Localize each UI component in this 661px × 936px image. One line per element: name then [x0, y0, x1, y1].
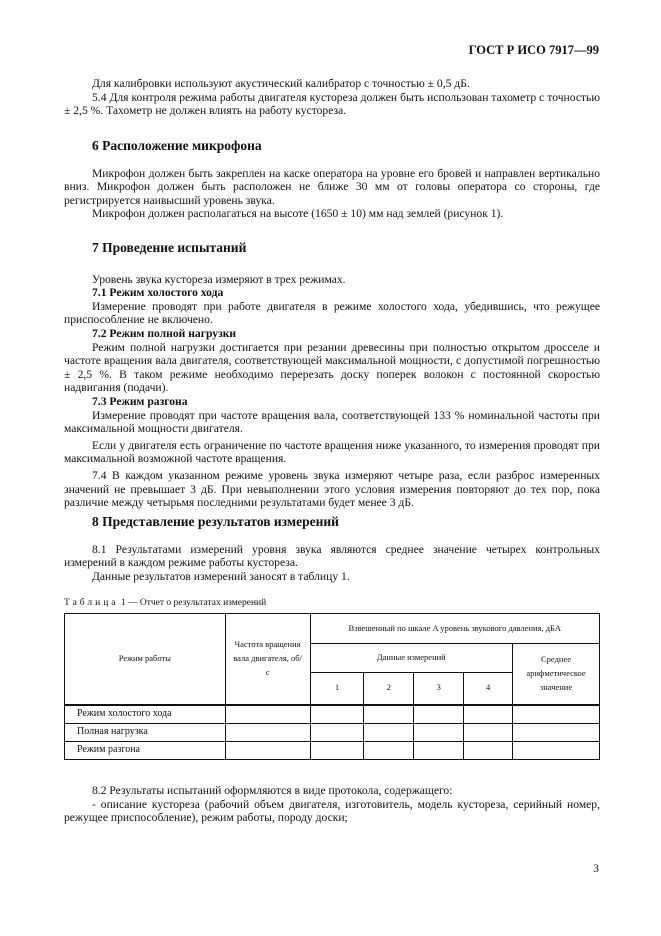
section-8-cont	[64, 784, 600, 825]
paragraph: - описание кустореза (рабочий объем двигателя, изготовитель, модель кустореза, серийный номер, режущее приспособление), режим работы, породу доски;	[64, 797, 600, 825]
paragraph: Микрофон должен располагаться на высоте (1650 ± 10) мм над землей (рисунок 1).	[92, 207, 504, 221]
header-num: 1	[310, 673, 364, 705]
section-6	[64, 139, 600, 221]
paragraph: Данные результатов измерений заносят в таблицу 1.	[92, 569, 350, 583]
subsection-heading: 7.2 Режим полной нагрузки	[92, 326, 237, 340]
paragraph: Режим полной нагрузки достигается при резании древесины при полностью открытом дросселе и частоте вращения вала двигателя, соответствующей максимальной мощности, с допустимой погрешностью ± 2,5 %. В таком режиме необходимо перерезать доску поперек волокон с постоянной скоростью надвигания (подачи).	[64, 340, 600, 395]
header-level: Взвешенный по шкале A уровень звукового давления, дБA	[310, 614, 599, 644]
paragraph: Измерение проводят при работе двигателя в режиме холостого хода, убедившись, что режущее приспособление не включено.	[64, 299, 600, 327]
subsection-heading: 7.3 Режим разгона	[92, 394, 188, 408]
header-num: 2	[364, 673, 414, 705]
paragraph: Уровень звука кустореза измеряют в трех режимах.	[92, 272, 346, 286]
paragraph: Для калибровки используют акустический калибратор с точностью ± 0,5 дБ.	[92, 77, 470, 90]
header-frequency: Частота вращения вала двигателя, об/с	[225, 614, 310, 705]
paragraph: Микрофон должен быть закреплен на каске оператора на уровне его бровей и направлен вертикально вниз. Микрофон должен быть расположен не ближе 30 мм от головы оператора со стороны, где регистрируется наивысший уровень звука.	[64, 166, 600, 207]
section-heading: 6 Расположение микрофона	[92, 138, 262, 153]
standard-header: ГОСТ Р ИСО 7917—99	[468, 43, 599, 57]
paragraph: Если у двигателя есть ограничение по частоте вращения ниже указанного, то измерения проводят при максимальной возможной частоте вращения.	[64, 438, 600, 466]
section-8	[64, 515, 600, 583]
table-row: Режим разгона	[65, 741, 600, 759]
paragraph: 7.4 В каждом указанном режиме уровень звука измеряют четыре раза, если разброс измеренных значений не превышает 3 дБ. При невыполнении этого условия измерения повторяют до тех пор, пока различие между четырьмя последними результатами будет менее 3 дБ.	[64, 468, 600, 510]
header-mode: Режим работы	[65, 614, 226, 705]
header-num: 3	[414, 673, 464, 705]
table-caption: Таблица 1 — Отчет о результатах измерений	[64, 598, 267, 608]
results-table	[64, 613, 600, 760]
paragraph: Измерение проводят при частоте вращения вала, соответствующей 133 % номинальной частоты при максимальной мощности двигателя.	[64, 408, 600, 436]
page-number: 3	[593, 863, 599, 875]
subsection-heading: 7.1 Режим холостого хода	[92, 286, 224, 300]
table-row: Полная нагрузка	[65, 723, 600, 741]
section-heading: 8 Представление результатов измерений	[92, 514, 339, 529]
header-num: 4	[464, 673, 513, 705]
section-5-cont	[64, 77, 600, 118]
paragraph: 8.2 Результаты испытаний оформляются в виде протокола, содержащего:	[92, 784, 453, 797]
section-heading: 7 Проведение испытаний	[92, 240, 247, 255]
header-mean: Среднее арифметическое значение	[513, 644, 600, 705]
paragraph: 5.4 Для контроля режима работы двигателя кустореза должен быть использован тахометр с точностью ± 2,5 %. Тахометр не должен влиять на работу кустореза.	[64, 90, 600, 118]
header-data: Данные измерений	[310, 644, 512, 673]
section-7	[64, 241, 600, 510]
paragraph: 8.1 Результатами измерений уровня звука являются среднее значение четырех контрольных измерений в каждом режиме работы кустореза.	[64, 542, 600, 570]
table-row: Режим холостого хода	[65, 705, 600, 724]
